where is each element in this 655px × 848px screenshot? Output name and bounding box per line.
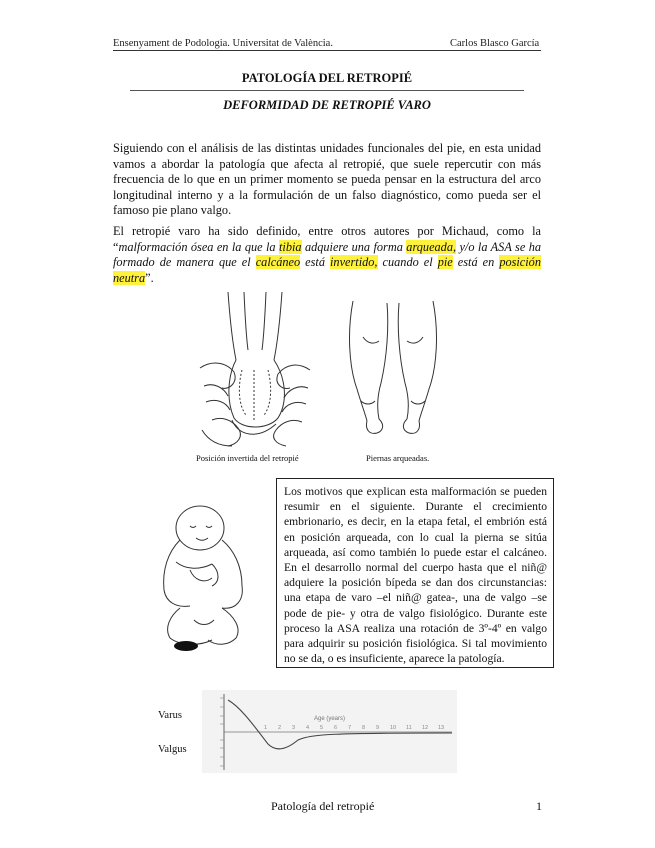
varus-valgus-graph (202, 690, 457, 773)
x-tick-7: 7 (348, 725, 352, 731)
paragraph-intro: Siguiendo con el análisis de las distintas unidades funcionales del pie, en esta unidad vamos a abordar la patología que afecta al retropié, que suele repercutir con más frecuencia de lo que en un primer momento se pueda pensar en la estructura del arco longitudinal interno y a la formulación de un falso diagnóstico, como pueda ser el famoso pie plano valgo. (113, 141, 541, 217)
caption-bowed-legs: Piernas arqueadas. (366, 453, 430, 463)
header-right: Carlos Blasco García (450, 38, 540, 49)
x-tick-2: 2 (278, 725, 282, 731)
x-tick-10: 10 (390, 725, 397, 731)
bowed-legs-illustration (347, 297, 439, 437)
def-intro: El retropié varo ha sido definido, entre otros autores por Michaud, como la “ (113, 224, 541, 254)
def-q5: cuando el (377, 255, 438, 269)
x-tick-6: 6 (334, 725, 338, 731)
hl-tibia: tibia (279, 239, 302, 254)
graph-x-ticks (264, 725, 444, 731)
title-rule (130, 90, 524, 91)
def-q3: y/o la ASA se ha formado de manera que el (113, 239, 541, 269)
def-q4: está (300, 255, 331, 269)
page-subtitle: DEFORMIDAD DE RETROPIÉ VARO (223, 98, 431, 112)
graph-curve (228, 700, 452, 749)
hl-posicion-neutra: posición neutra (113, 255, 541, 285)
x-tick-4: 4 (306, 725, 310, 731)
def-q6: está en (452, 255, 500, 269)
caption-inverted-rearfoot: Posición invertida del retropié (196, 453, 299, 463)
page-title: PATOLOGÍA DEL RETROPIÉ (241, 71, 413, 85)
x-tick-9: 9 (376, 725, 380, 731)
page-number: 1 (536, 799, 542, 813)
header-rule (113, 50, 541, 51)
hl-pie: pie (437, 255, 453, 269)
hl-arqueada: arqueada, (406, 239, 457, 254)
x-tick-8: 8 (362, 725, 366, 731)
def-end: ”. (145, 270, 154, 285)
hl-calcaneo: calcáneo (255, 255, 301, 269)
baby-foot-shadow (174, 641, 198, 651)
paragraph-definition (113, 224, 541, 286)
header-left: Ensenyament de Podologia. Universitat de València. (113, 38, 333, 49)
def-q1: malformación ósea en la que la (118, 239, 279, 254)
x-tick-11: 11 (406, 725, 412, 731)
footer-title: Patología del retropié (271, 799, 375, 813)
graph-label-varus: Varus (158, 710, 182, 721)
x-tick-5: 5 (320, 725, 324, 731)
x-tick-3: 3 (292, 725, 296, 731)
graph-y-ticks (220, 698, 224, 766)
graph-axis-title: Age (years) (314, 716, 346, 722)
hl-invertido: invertido, (330, 255, 378, 269)
x-tick-13: 13 (438, 725, 445, 731)
graph-label-valgus: Valgus (158, 744, 187, 755)
graph-canvas (202, 690, 457, 773)
def-q2: adquiere una forma (301, 239, 407, 254)
baby-illustration (150, 500, 258, 655)
explanation-box: Los motivos que explican esta malformación se pueden resumir en el siguiente. Durante el crecimiento embrionario, es decir, en la etapa fetal, el embrión está en posición arqueada, con lo cual la pierna se sitúa arqueada, así como también lo puede estar el calcáneo. En el desarrollo normal del cuerpo hasta que el niñ@ adquiere la posición bípeda se dan dos circunstancias: una etapa de varo –el niñ@ gatea-, una de valgo –se pode de pie- y otra de valgo fisiológico. Durante este proceso la ASA realiza una rotación de 3º-4º en valgo para adquirir su posición fisiológica. Si tal movimiento no se da, o es insuficiente, aparece la patología. (276, 478, 554, 668)
inverted-rearfoot-illustration (198, 290, 316, 448)
x-tick-12: 12 (422, 725, 429, 731)
x-tick-1: 1 (264, 725, 268, 731)
